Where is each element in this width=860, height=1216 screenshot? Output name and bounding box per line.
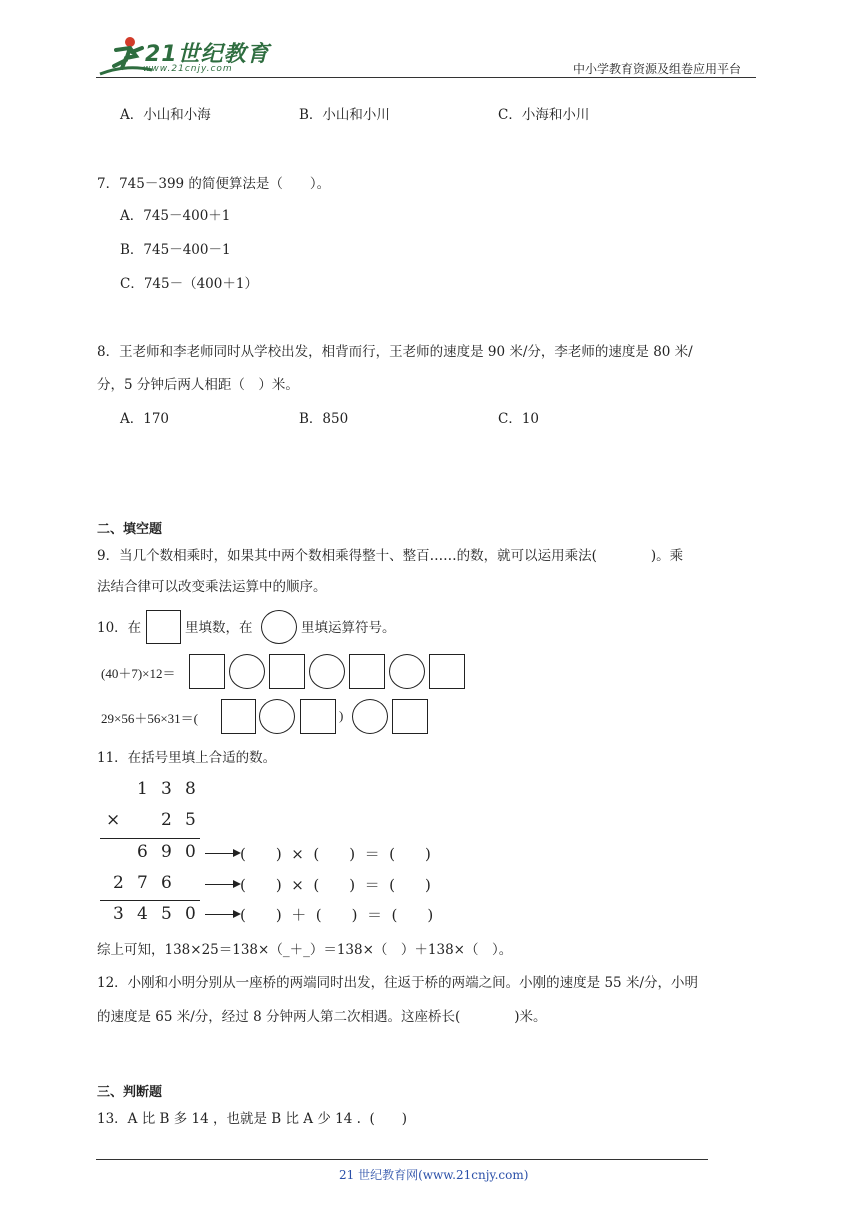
- q11-stem: 11．在括号里填上合适的数。: [97, 750, 277, 766]
- q10-expr1-box-4[interactable]: [429, 654, 465, 689]
- logo-text: 21世纪教育: [145, 42, 270, 67]
- calc-rule: [100, 900, 200, 901]
- q8-option-c: C．10: [498, 411, 540, 427]
- q10-close-paren: ): [339, 708, 344, 723]
- legend-number-box: [146, 610, 181, 644]
- partial1-digit: 0: [185, 842, 196, 862]
- multiplier-digit: 2: [161, 810, 172, 830]
- q9-line2: 法结合律可以改变乘法运算中的顺序。: [97, 579, 327, 595]
- times-sign: ×: [106, 810, 121, 830]
- q10-expr2-circle-2[interactable]: [352, 699, 388, 734]
- arrow-right-icon: [205, 853, 239, 854]
- platform-name: 中小学教育资源及组卷应用平台: [573, 62, 742, 76]
- result-digit: 0: [185, 904, 196, 924]
- result-digit: 3: [113, 904, 124, 924]
- q9-line1: 9．当几个数相乘时，如果其中两个数相乘得整十、整百……的数，就可以运用乘法( )。乘: [97, 548, 684, 564]
- q10-expr2-box-2[interactable]: [300, 699, 336, 734]
- header-divider: [96, 77, 756, 78]
- calc-rule: [100, 838, 200, 839]
- multiplicand-digit: 1: [137, 779, 148, 799]
- q11-row2: ( ) × ( ) ＝ ( ): [240, 876, 431, 894]
- q10-suffix: 里填运算符号。: [301, 620, 396, 636]
- legend-operator-circle: [261, 610, 297, 644]
- section-judgement-title: 三、判断题: [97, 1085, 163, 1100]
- q6-option-a: A．小山和小海: [120, 107, 211, 123]
- multiplier-digit: 5: [185, 810, 196, 830]
- q7-option-c: C．745－（400＋1）: [120, 276, 258, 292]
- partial2-digit: 7: [137, 873, 148, 893]
- q10-expr2-box-1[interactable]: [221, 699, 256, 734]
- q8-line1: 8．王老师和李老师同时从学校出发，相背而行，王老师的速度是 90 米/分，李老师的速度是 80 米/: [97, 344, 693, 360]
- q10-expr1: (40＋7)×12＝: [101, 666, 176, 681]
- q8-option-b: B．850: [299, 411, 349, 427]
- q11-conclusion: 综上可知，138×25＝138×（_＋_）＝138×（ ）＋138×（ ）。: [97, 942, 513, 958]
- partial2-digit: 2: [113, 873, 124, 893]
- q10-expr1-circle-1[interactable]: [229, 654, 265, 689]
- partial1-digit: 9: [161, 842, 172, 862]
- q12-line2: 的速度是 65 米/分，经过 8 分钟两人第二次相遇。这座桥长( )米。: [97, 1009, 547, 1025]
- logo-url: www.21cnjy.com: [143, 64, 233, 74]
- multiplicand-digit: 3: [161, 779, 172, 799]
- result-digit: 4: [137, 904, 148, 924]
- result-digit: 5: [161, 904, 172, 924]
- q7-stem: 7．745－399 的简便算法是（ ）。: [97, 176, 331, 192]
- q10-expr1-box-1[interactable]: [189, 654, 225, 689]
- footer-divider: [96, 1159, 708, 1160]
- q10-expr2-box-3[interactable]: [392, 699, 428, 734]
- q10-expr1-box-2[interactable]: [269, 654, 305, 689]
- q10-expr2-circle-1[interactable]: [259, 699, 295, 734]
- q11-row3: ( ) ＋ ( ) ＝ ( ): [240, 906, 434, 924]
- q6-option-b: B．小山和小川: [299, 107, 390, 123]
- partial1-digit: 6: [137, 842, 148, 862]
- multiplicand-digit: 8: [185, 779, 196, 799]
- arrow-right-icon: [205, 884, 239, 885]
- q6-option-c: C．小海和小川: [498, 107, 590, 123]
- footer-link[interactable]: 21 世纪教育网(www.21cnjy.com): [339, 1168, 529, 1182]
- q10-expr2: 29×56＋56×31＝(: [101, 711, 198, 726]
- q10-expr1-circle-2[interactable]: [309, 654, 345, 689]
- q13-stem: 13．A 比 B 多 14 ，也就是 B 比 A 少 14 . ( ): [97, 1111, 407, 1127]
- q10-middle: 里填数，在: [185, 620, 253, 636]
- section-fill-blank-title: 二、填空题: [97, 522, 163, 537]
- q10-expr1-circle-3[interactable]: [389, 654, 425, 689]
- q8-option-a: A．170: [120, 411, 170, 427]
- q8-line2: 分，5 分钟后两人相距（ ）米。: [97, 377, 299, 393]
- q11-row1: ( ) × ( ) ＝ ( ): [240, 845, 431, 863]
- q12-line1: 12．小刚和小明分别从一座桥的两端同时出发，往返于桥的两端之间。小刚的速度是 55 米/分，小明: [97, 975, 698, 991]
- q10-expr1-box-3[interactable]: [349, 654, 385, 689]
- partial2-digit: 6: [161, 873, 172, 893]
- q10-prefix: 10．在: [97, 620, 142, 636]
- arrow-right-icon: [205, 914, 239, 915]
- q7-option-a: A．745－400＋1: [120, 208, 231, 224]
- q7-option-b: B．745－400－1: [120, 242, 231, 258]
